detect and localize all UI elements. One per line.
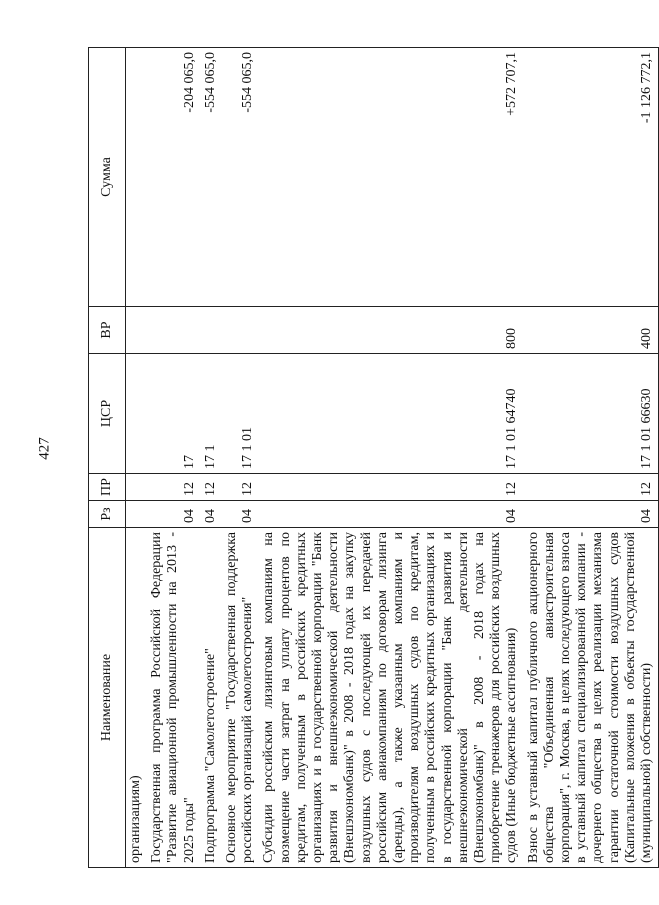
row-sum: +572 707,1 (257, 48, 521, 307)
row-csr: 17 1 01 66630 (522, 354, 659, 474)
table-row (257, 48, 521, 868)
row-vr (220, 307, 257, 354)
header-pr: ПР (89, 474, 126, 501)
header-rz: Рз (89, 501, 126, 528)
row-csr: 17 1 (199, 354, 220, 474)
table-row (199, 48, 220, 868)
row-csr: 17 (145, 354, 199, 474)
row-rz: 04 (199, 501, 220, 528)
row-rz: 04 (145, 501, 199, 528)
budget-table (88, 47, 659, 868)
row-sum: -554 065,0 (220, 48, 257, 307)
row-sum: -1 126 772,1 (522, 48, 659, 307)
row-vr: 400 (522, 307, 659, 354)
header-row (89, 48, 126, 868)
page-number: 427 (36, 437, 53, 460)
row-name: Субсидии российским лизинговым компаниям на возмещение части затрат на уплату процентов по кредитам, полученным в российских кредитных организациях и в государственной корпорации "Банк развития и внешнеэкономической деятельности (Внешэкономбанк)" в 2008 - 2018 годах на закупку воздушных судов с последующей их передачей российским авиакомпаниям по договорам лизинга (аренды), а также указанным компаниям и производителям воздушных судов по кредитам, полученным в российских кредитных организациях и в государственной корпорации "Банк развития и внешнеэкономической деятельности (Внешэкономбанк)" в 2008 - 2018 годах на приобретение тренажеров для российских воздушных судов (Иные бюджетные ассигнования) (257, 528, 521, 868)
header-sum: Сумма (89, 48, 126, 307)
row-pr: 12 (145, 474, 199, 501)
row-name: Взнос в уставный капитал публичного акционерного общества "Объединенная авиастроительная корпорация", г. Москва, в целях последующего взноса в уставный капитал специализированной компании - дочернего общества в целях реализации механизма гарантии остаточной стоимости воздушных судов (Капитальные вложения в объекты государственной (муниципальной) собственности) (522, 528, 659, 868)
row-sum: -554 065,0 (199, 48, 220, 307)
continuation-text: организациям) (126, 528, 146, 868)
header-name: Наименование (89, 528, 126, 868)
row-csr: 17 1 01 64740 (257, 354, 521, 474)
row-pr: 12 (522, 474, 659, 501)
row-rz: 04 (257, 501, 521, 528)
row-name: Государственная программа Российской Федерации "Развитие авиационной промышленности на 2013 - 2025 годы" (145, 528, 199, 868)
rotated-table-container (88, 48, 655, 868)
row-rz: 04 (220, 501, 257, 528)
row-csr: 17 1 01 (220, 354, 257, 474)
row-vr (145, 307, 199, 354)
table-row (522, 48, 659, 868)
row-vr: 800 (257, 307, 521, 354)
row-vr (199, 307, 220, 354)
header-vr: ВР (89, 307, 126, 354)
table-row (145, 48, 199, 868)
header-csr: ЦСР (89, 354, 126, 474)
row-name: Подпрограмма "Самолетостроение" (199, 528, 220, 868)
row-name: Основное мероприятие "Государственная поддержка российских организаций самолетостроения" (220, 528, 257, 868)
row-pr: 12 (220, 474, 257, 501)
row-sum: -204 065,0 (145, 48, 199, 307)
row-rz: 04 (522, 501, 659, 528)
row-pr: 12 (257, 474, 521, 501)
table-row (220, 48, 257, 868)
continuation-row (126, 48, 146, 868)
row-pr: 12 (199, 474, 220, 501)
